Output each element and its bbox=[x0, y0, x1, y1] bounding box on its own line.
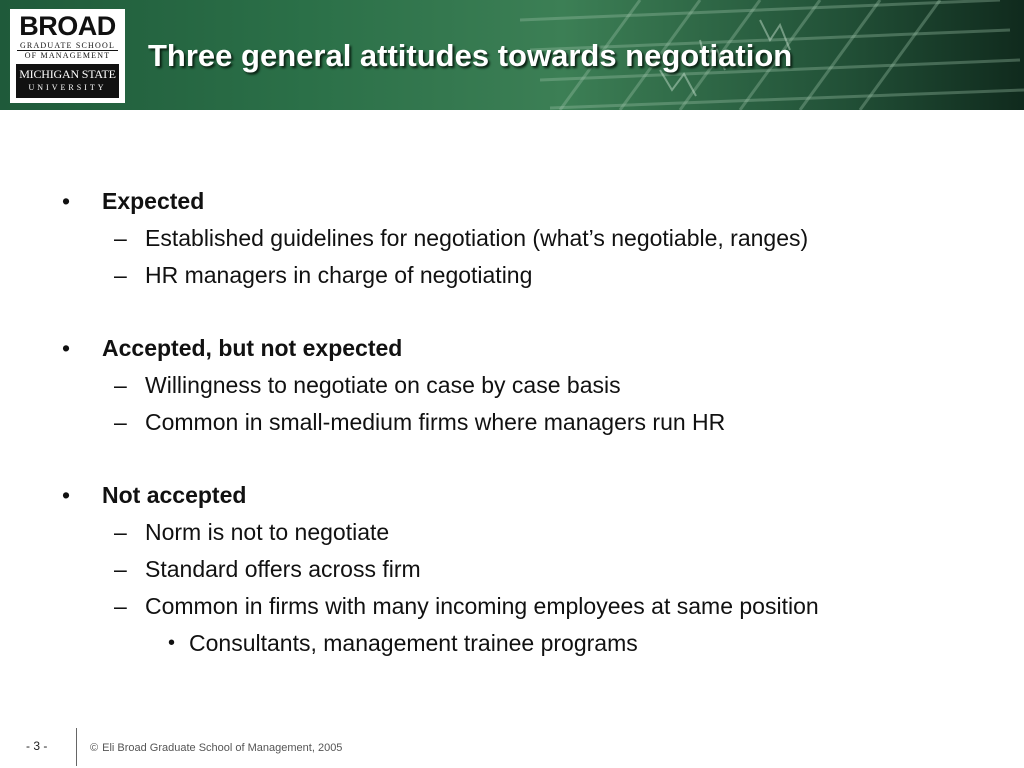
logo-graduate-school-text: GRADUATE SCHOOL bbox=[19, 41, 116, 50]
sub-sub-item-text: Consultants, management trainee programs bbox=[189, 630, 638, 656]
logo-university-text: UNIVERSITY bbox=[28, 83, 107, 92]
footer-divider bbox=[76, 728, 77, 766]
dash-mark: – bbox=[114, 262, 127, 288]
bullet-mark: • bbox=[62, 335, 71, 361]
bullet-label: Not accepted bbox=[102, 482, 247, 508]
bullet-label: Expected bbox=[102, 188, 205, 214]
bullet-mark: • bbox=[62, 188, 71, 214]
sub-item-text: Norm is not to negotiate bbox=[145, 519, 390, 545]
copyright-text: Eli Broad Graduate School of Management, 2005 bbox=[102, 742, 343, 754]
dash-mark: – bbox=[114, 225, 127, 251]
copyright-icon: © bbox=[90, 742, 99, 754]
slide-title: Three general attitudes towards negotiation bbox=[148, 38, 793, 73]
dash-mark: – bbox=[114, 519, 127, 545]
bullet-label: Accepted, but not expected bbox=[102, 335, 403, 361]
sub-item-text: Established guidelines for negotiation (what’s negotiable, ranges) bbox=[145, 225, 809, 251]
sub-item-text: Common in small-medium firms where managers run HR bbox=[145, 409, 726, 435]
logo-msu-block bbox=[16, 64, 119, 98]
dash-mark: – bbox=[114, 556, 127, 582]
bullet-mark: • bbox=[62, 482, 71, 508]
page-number: - 3 - bbox=[26, 739, 48, 753]
broad-logo bbox=[10, 9, 125, 103]
sub-item-text: Common in firms with many incoming employees at same position bbox=[145, 593, 819, 619]
footer-copyright bbox=[90, 742, 342, 754]
header-band bbox=[0, 0, 1024, 110]
logo-msu-text: MICHIGAN STATE bbox=[19, 67, 116, 81]
dash-mark: – bbox=[114, 409, 127, 435]
logo-broad-text: BROAD bbox=[19, 11, 116, 41]
dash-mark: – bbox=[114, 372, 127, 398]
sub-item-text: Standard offers across firm bbox=[145, 556, 421, 582]
sub-item-text: Willingness to negotiate on case by case basis bbox=[145, 372, 621, 398]
sub-item-text: HR managers in charge of negotiating bbox=[145, 262, 533, 288]
dot-mark: • bbox=[168, 632, 176, 654]
dash-mark: – bbox=[114, 593, 127, 619]
logo-of-management-text: OF MANAGEMENT bbox=[24, 51, 111, 60]
